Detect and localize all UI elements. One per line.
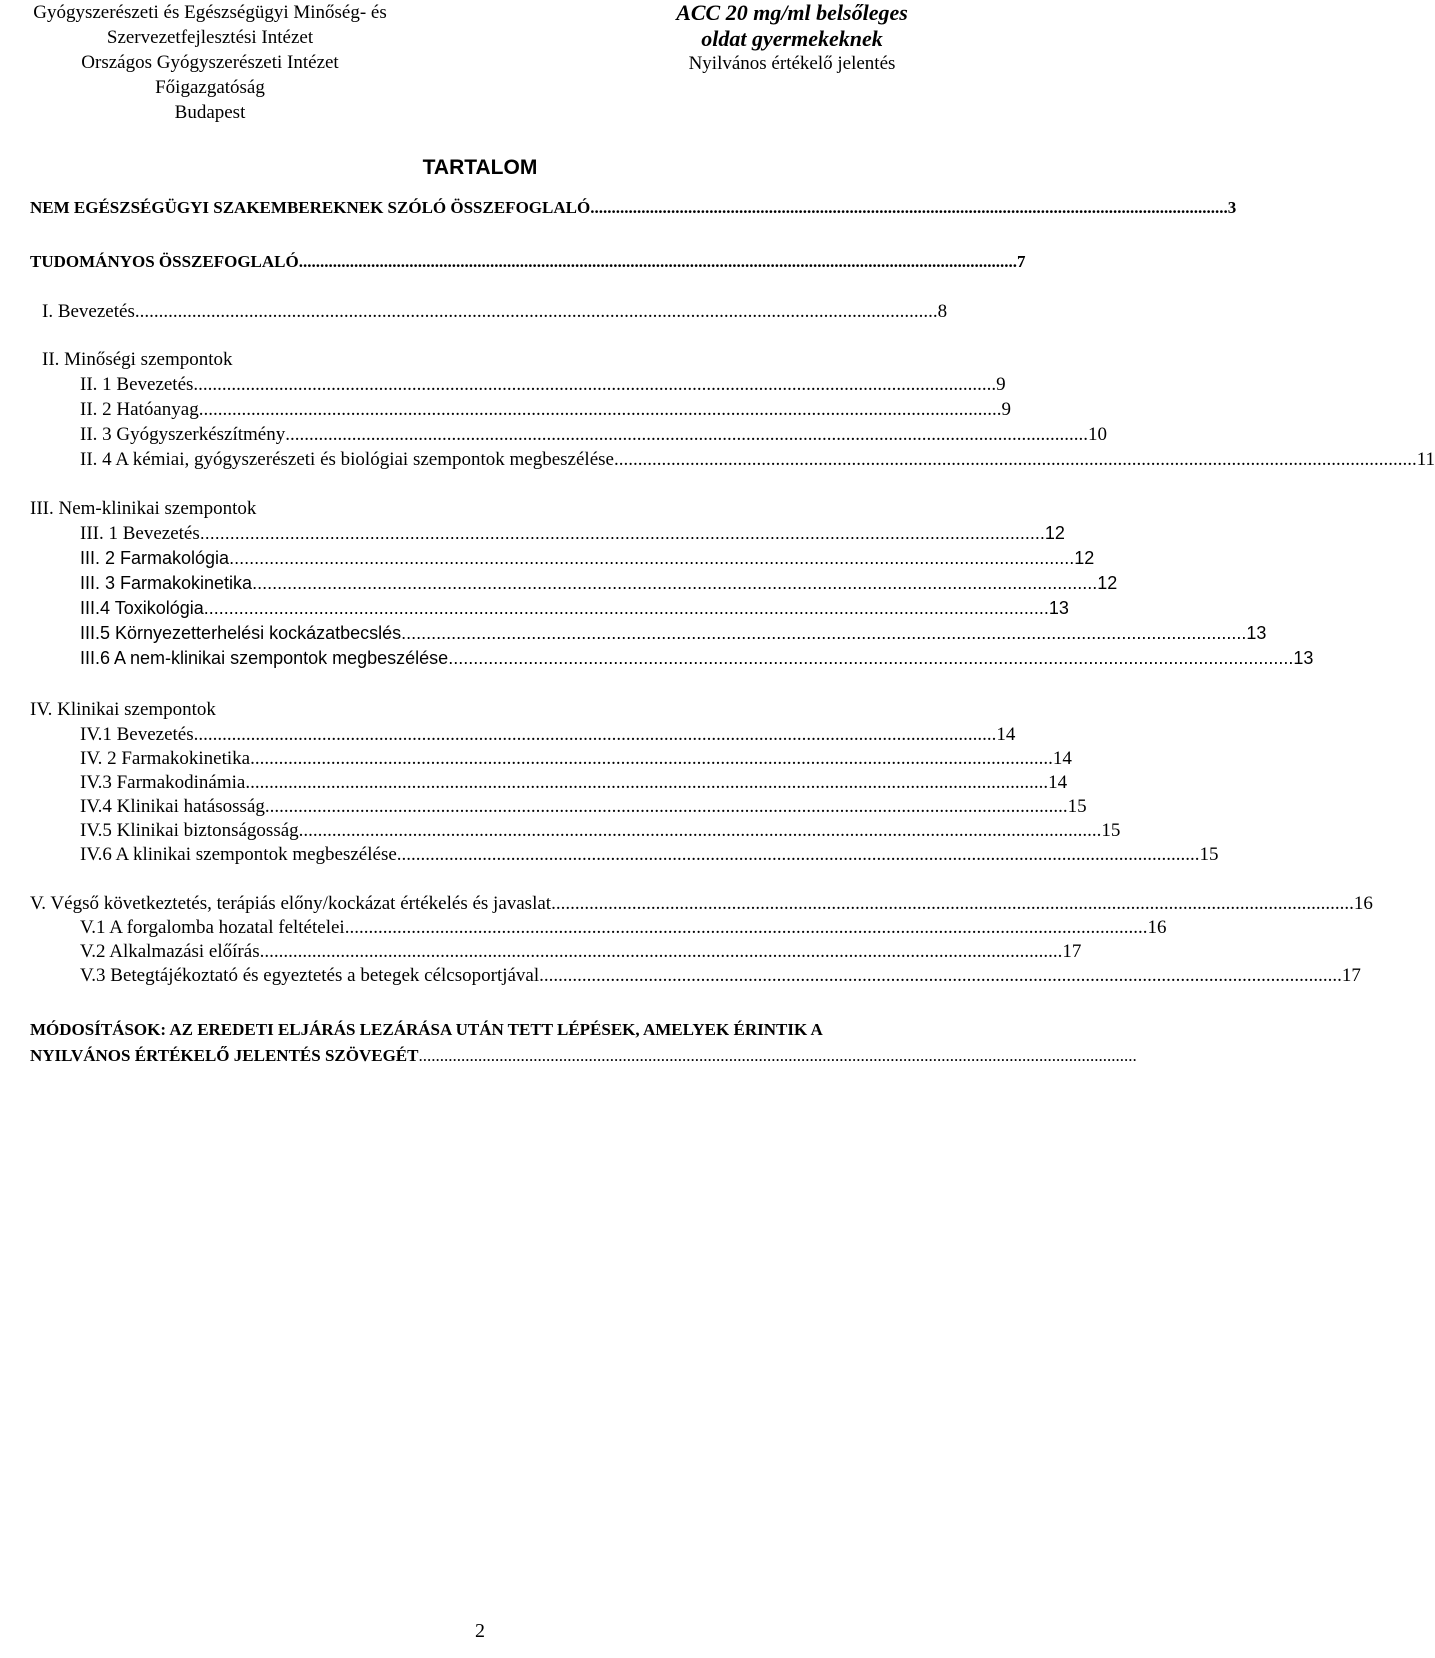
toc-section-heading: II. Minőségi szempontok [42, 349, 233, 370]
leader-dots: ......................................................................................................................................................................... [193, 374, 997, 395]
toc-entry-page: 14 [1052, 748, 1072, 769]
toc-modifications-line-2[interactable] [30, 1046, 1137, 1066]
toc-entry-label: III. 1 Bevezetés [80, 523, 200, 544]
leader-dots: ......................................................................................................................................................................... [448, 648, 1294, 668]
toc-entry-page: 13 [1048, 598, 1069, 618]
leader-dots: ......................................................................................................................................................................... [344, 917, 1148, 938]
toc-entry-label: TUDOMÁNYOS ÖSSZEFOGLALÓ [30, 252, 299, 271]
toc-entry-page: 12 [1044, 523, 1065, 543]
toc-entry[interactable] [80, 623, 1267, 644]
toc-entry[interactable] [80, 523, 1065, 545]
report-type: Nyilvános értékelő jelentés [688, 53, 896, 74]
leader-dots: ......................................................................................................................................................................... [551, 893, 1354, 914]
toc-entry-page: 10 [1088, 424, 1107, 445]
leader-dots: ......................................................................................................................................................................... [252, 573, 1098, 593]
toc-entry-label: IV.1 Bevezetés [80, 724, 194, 745]
toc-entry-page: 16 [1353, 893, 1373, 914]
toc-entry-label: III. 3 Farmakokinetika [80, 573, 253, 593]
toc-entry-label: IV.5 Klinikai biztonságosság [80, 820, 299, 841]
toc-entry[interactable] [80, 965, 1361, 987]
toc-entry-label: II. 4 A kémiai, gyógyszerészeti és biológiai szempontok megbeszélése [80, 449, 614, 470]
leader-dots: ......................................................................................................................................................................... [250, 748, 1053, 769]
toc-entry-page: 14 [996, 724, 1016, 745]
leader-dots: ...................................................................................................................................................... [590, 198, 1228, 217]
toc-entry-page: 13 [1293, 648, 1314, 668]
toc-entry-page: 8 [937, 301, 948, 322]
toc-entry[interactable] [42, 301, 948, 323]
issuer-line: Gyógyszerészeti és Egészségügyi Minőség- és [33, 2, 387, 23]
toc-entry-label: I. Bevezetés [42, 301, 135, 322]
toc-entry-page: 11 [1416, 449, 1435, 470]
toc-section-heading: IV. Klinikai szempontok [30, 699, 216, 720]
toc-entry-page: 14 [1048, 772, 1068, 793]
toc-entry-label: III.4 Toxikológia [80, 598, 204, 618]
toc-entry-label: IV.4 Klinikai hatásosság [80, 796, 265, 817]
toc-entry-page: 9 [996, 374, 1006, 395]
toc-entry[interactable] [80, 449, 1435, 471]
toc-entry[interactable] [80, 399, 1011, 421]
leader-dots: ......................................................................................................................................................................... [401, 623, 1247, 643]
toc-entry-label: IV.3 Farmakodinámia [80, 772, 246, 793]
toc-entry-label: V.2 Alkalmazási előírás [80, 941, 260, 962]
toc-entry[interactable] [30, 198, 1237, 218]
toc-entry-label: III.5 Környezetterhelési kockázatbecslés [80, 623, 402, 643]
toc-entry-page: 15 [1101, 820, 1121, 841]
toc-entry[interactable] [80, 648, 1314, 669]
leader-dots: ......................................................................................................................................................................... [199, 523, 1045, 543]
toc-entry-page: 7 [1017, 252, 1026, 271]
leader-dots: ......................................................................................................................................................................... [134, 301, 938, 322]
leader-dots: ......................................................................................................................................................................... [285, 424, 1088, 445]
toc-section-heading: III. Nem-klinikai szempontok [30, 498, 257, 519]
toc-entry-label: III.6 A nem-klinikai szempontok megbeszélése [80, 648, 449, 668]
issuer-line: Országos Gyógyszerészeti Intézet [81, 52, 339, 73]
toc-title: TARTALOM [422, 156, 538, 179]
toc-entry-label: NEM EGÉSZSÉGÜGYI SZAKEMBEREKNEK SZÓLÓ ÖSSZEFOGLALÓ [30, 198, 591, 217]
toc-entry[interactable] [80, 573, 1118, 594]
toc-entry-label: III. 2 Farmakológia [80, 548, 230, 568]
leader-dots: ......................................................................................................................................................................... [396, 844, 1200, 865]
toc-entry-label: V. Végső következtetés, terápiás előny/kockázat értékelés és javaslat [30, 893, 552, 914]
leader-dots: ......................................................................................................................................................................... [298, 820, 1102, 841]
toc-entry-label: IV.6 A klinikai szempontok megbeszélése [80, 844, 397, 865]
toc-entry[interactable] [80, 941, 1082, 963]
toc-entry-page: 17 [1062, 941, 1082, 962]
toc-entry[interactable] [80, 820, 1121, 842]
toc-entry-label: II. 3 Gyógyszerkészítmény [80, 424, 286, 445]
toc-entry-page: 3 [1227, 198, 1237, 217]
toc-entry[interactable] [80, 844, 1219, 866]
toc-entry[interactable] [30, 893, 1373, 915]
toc-entry-label: V.1 A forgalomba hozatal feltételei [80, 917, 345, 938]
issuer-block [0, 0, 420, 125]
toc-entry-label: V.3 Betegtájékoztató és egyeztetés a betegek célcsoportjával [80, 965, 540, 986]
toc-entry-page: 12 [1097, 573, 1118, 593]
toc-entry-page: 15 [1067, 796, 1087, 817]
toc-entry-label: NYILVÁNOS ÉRTÉKELŐ JELENTÉS SZÖVEGÉT [30, 1046, 419, 1065]
leader-dots: ......................................................................................................................................................................... [193, 724, 997, 745]
product-title: oldat gyermekeknek [701, 26, 883, 51]
issuer-line: Budapest [174, 102, 246, 123]
leader-dots: ......................................................................................................................................................................... [613, 449, 1417, 470]
toc-entry-label: II. 1 Bevezetés [80, 374, 194, 395]
toc-entry-label: IV. 2 Farmakokinetika [80, 748, 251, 769]
product-title: ACC 20 mg/ml belsőleges [676, 0, 908, 25]
toc-entry-page: 17 [1341, 965, 1361, 986]
page-number: 2 [475, 1620, 485, 1642]
toc-entry[interactable] [80, 374, 1006, 396]
issuer-line: Főigazgatóság [155, 77, 265, 98]
toc-entry-page: 15 [1199, 844, 1219, 865]
leader-dots: ......................................................................................................................................................................... [203, 598, 1049, 618]
leader-dots: ......................................................................................................................................................................... [298, 252, 1017, 271]
leader-dots: ......................................................................................................................................................................... [418, 1046, 1137, 1065]
toc-entry-page: 9 [1001, 399, 1011, 420]
leader-dots: ......................................................................................................................................................................... [245, 772, 1049, 793]
leader-dots: ......................................................................................................................................................................... [264, 796, 1068, 817]
toc-entry-page: 12 [1074, 548, 1095, 568]
toc-entry[interactable] [30, 252, 1026, 272]
toc-entry[interactable] [80, 772, 1068, 794]
leader-dots: ......................................................................................................................................................................... [198, 399, 1002, 420]
toc-entry[interactable] [80, 917, 1167, 939]
leader-dots: ......................................................................................................................................................................... [259, 941, 1063, 962]
toc-entry[interactable] [80, 424, 1107, 446]
toc-entry[interactable] [80, 796, 1087, 818]
document-title-block [642, 0, 942, 76]
issuer-line: Szervezetfejlesztési Intézet [106, 27, 314, 48]
toc-modifications-line-1[interactable]: MÓDOSÍTÁSOK: AZ EREDETI ELJÁRÁS LEZÁRÁSA UTÁN TETT LÉPÉSEK, AMELYEK ÉRINTIK A [30, 1020, 823, 1039]
toc-entry[interactable] [80, 724, 1016, 746]
toc-entry[interactable] [80, 598, 1069, 619]
toc-entry[interactable] [80, 748, 1072, 770]
toc-entry-page: 16 [1147, 917, 1167, 938]
leader-dots: ......................................................................................................................................................................... [229, 548, 1075, 568]
leader-dots: ......................................................................................................................................................................... [539, 965, 1342, 986]
toc-entry-label: II. 2 Hatóanyag [80, 399, 199, 420]
toc-entry-page: 13 [1246, 623, 1267, 643]
toc-entry[interactable] [80, 548, 1095, 569]
